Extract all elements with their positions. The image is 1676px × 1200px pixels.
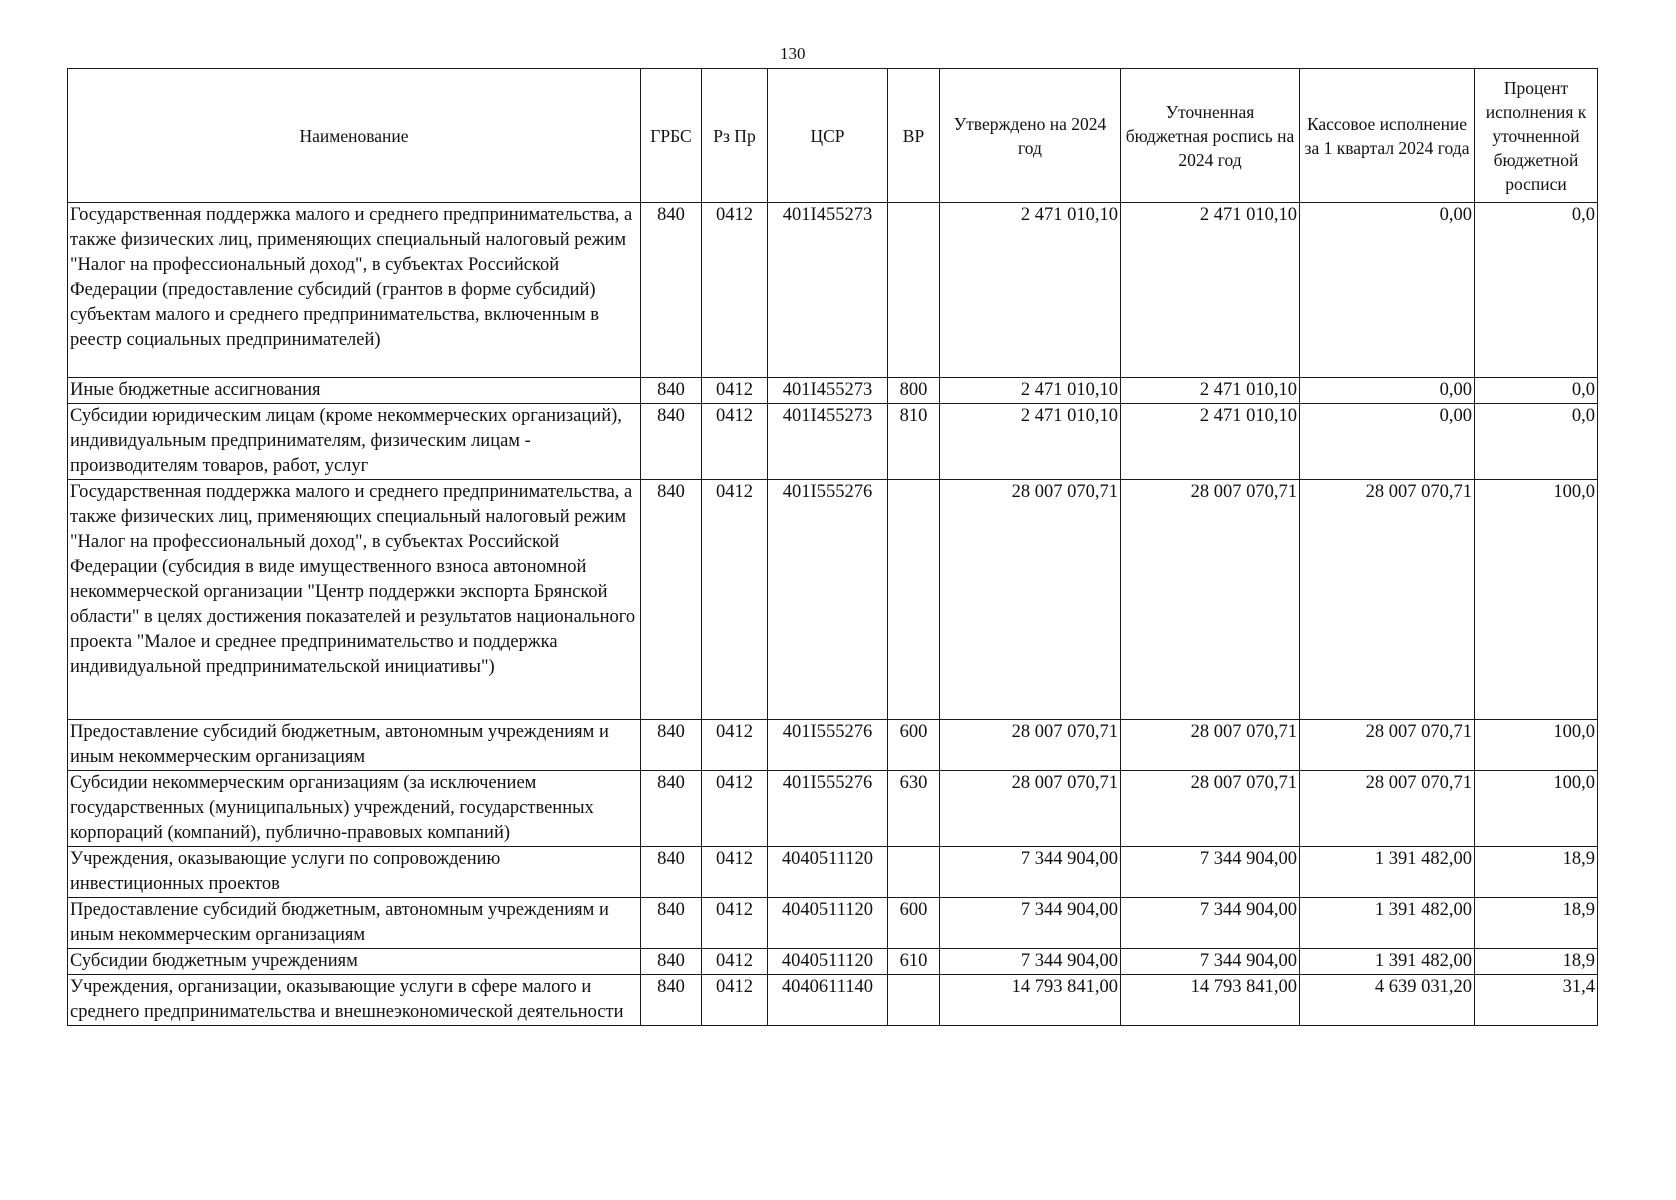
row-approved: 7 344 904,00 [940,949,1121,975]
row-cash: 1 391 482,00 [1300,898,1475,949]
row-approved: 2 471 010,10 [940,404,1121,480]
row-csr: 4040611140 [768,975,888,1026]
page-number: 130 [780,44,806,63]
row-name: Государственная поддержка малого и среднего предпринимательства, а также физических лиц, применяющих специальный налоговый режим "Налог на профессиональный доход", в субъектах Российской Федерации (предоставление субсидий (грантов в форме субсидий) субъектам малого и среднего предпринимательства, включенным в реестр социальных предпринимателей) [68,203,641,378]
table-row [68,378,1598,404]
row-cash: 28 007 070,71 [1300,720,1475,771]
row-percent: 18,9 [1475,847,1598,898]
row-cash: 1 391 482,00 [1300,847,1475,898]
row-approved: 2 471 010,10 [940,203,1121,378]
header-percent: Процент исполнения к уточненной бюджетной росписи [1475,69,1598,203]
row-approved: 7 344 904,00 [940,898,1121,949]
row-refined: 28 007 070,71 [1121,771,1300,847]
row-cash: 1 391 482,00 [1300,949,1475,975]
row-vr: 600 [888,898,940,949]
row-refined: 2 471 010,10 [1121,404,1300,480]
row-approved: 2 471 010,10 [940,378,1121,404]
header-rzpr: Рз Пр [702,69,768,203]
row-name: Государственная поддержка малого и среднего предпринимательства, а также физических лиц, применяющих специальный налоговый режим "Налог на профессиональный доход", в субъектах Российской Федерации (субсидия в виде имущественного взноса автономной некоммерческой организации "Центр поддержки экспорта Брянской области" в целях достижения показателей и результатов национального проекта "Малое и среднее предпринимательство и поддержка индивидуальной предпринимательской инициативы") [68,480,641,720]
row-csr: 4040511120 [768,949,888,975]
row-name: Учреждения, организации, оказывающие услуги в сфере малого и среднего предпринимательства и внешнеэкономической деятельности [68,975,641,1026]
row-refined: 7 344 904,00 [1121,898,1300,949]
row-grbs: 840 [641,949,702,975]
row-csr: 401I455273 [768,378,888,404]
row-csr: 401I555276 [768,480,888,720]
row-name: Субсидии некоммерческим организациям (за исключением государственных (муниципальных) учреждений, государственных корпораций (компаний), публично-правовых компаний) [68,771,641,847]
row-rzpr: 0412 [702,975,768,1026]
row-csr: 4040511120 [768,847,888,898]
row-rzpr: 0412 [702,404,768,480]
header-approved: Утверждено на 2024 год [940,69,1121,203]
row-vr [888,480,940,720]
row-csr: 401I555276 [768,720,888,771]
table-row [68,975,1598,1026]
row-percent: 31,4 [1475,975,1598,1026]
row-refined: 14 793 841,00 [1121,975,1300,1026]
row-approved: 7 344 904,00 [940,847,1121,898]
row-percent: 0,0 [1475,404,1598,480]
row-approved: 14 793 841,00 [940,975,1121,1026]
table-row [68,203,1598,378]
table-row [68,771,1598,847]
row-rzpr: 0412 [702,378,768,404]
row-rzpr: 0412 [702,771,768,847]
row-grbs: 840 [641,898,702,949]
row-vr [888,203,940,378]
budget-table [67,68,1598,1026]
row-grbs: 840 [641,771,702,847]
row-refined: 28 007 070,71 [1121,480,1300,720]
row-name: Предоставление субсидий бюджетным, автономным учреждениям и иным некоммерческим организациям [68,898,641,949]
row-vr: 610 [888,949,940,975]
row-refined: 2 471 010,10 [1121,378,1300,404]
row-cash: 28 007 070,71 [1300,480,1475,720]
row-vr [888,847,940,898]
row-vr [888,975,940,1026]
row-grbs: 840 [641,847,702,898]
row-name: Иные бюджетные ассигнования [68,378,641,404]
row-name: Учреждения, оказывающие услуги по сопровождению инвестиционных проектов [68,847,641,898]
row-percent: 0,0 [1475,203,1598,378]
table-row [68,949,1598,975]
row-refined: 7 344 904,00 [1121,847,1300,898]
table-row [68,898,1598,949]
table-row [68,720,1598,771]
header-grbs: ГРБС [641,69,702,203]
row-vr: 600 [888,720,940,771]
row-csr: 401I555276 [768,771,888,847]
row-refined: 7 344 904,00 [1121,949,1300,975]
row-percent: 18,9 [1475,898,1598,949]
row-cash: 0,00 [1300,404,1475,480]
row-percent: 100,0 [1475,480,1598,720]
header-name: Наименование [68,69,641,203]
row-percent: 0,0 [1475,378,1598,404]
row-grbs: 840 [641,203,702,378]
row-cash: 0,00 [1300,203,1475,378]
header-csr: ЦСР [768,69,888,203]
row-cash: 0,00 [1300,378,1475,404]
row-grbs: 840 [641,378,702,404]
row-cash: 4 639 031,20 [1300,975,1475,1026]
header-cash: Кассовое исполнение за 1 квартал 2024 года [1300,69,1475,203]
row-name: Субсидии юридическим лицам (кроме некоммерческих организаций), индивидуальным предпринимателям, физическим лицам - производителям товаров, работ, услуг [68,404,641,480]
row-rzpr: 0412 [702,203,768,378]
row-rzpr: 0412 [702,949,768,975]
row-grbs: 840 [641,404,702,480]
row-grbs: 840 [641,480,702,720]
header-vr: ВР [888,69,940,203]
header-row [68,69,1598,203]
row-percent: 100,0 [1475,720,1598,771]
row-percent: 100,0 [1475,771,1598,847]
row-approved: 28 007 070,71 [940,771,1121,847]
row-csr: 401I455273 [768,404,888,480]
row-refined: 28 007 070,71 [1121,720,1300,771]
row-rzpr: 0412 [702,847,768,898]
row-vr: 630 [888,771,940,847]
row-approved: 28 007 070,71 [940,480,1121,720]
row-vr: 810 [888,404,940,480]
row-cash: 28 007 070,71 [1300,771,1475,847]
row-name: Предоставление субсидий бюджетным, автономным учреждениям и иным некоммерческим организациям [68,720,641,771]
table-row [68,847,1598,898]
row-grbs: 840 [641,720,702,771]
row-refined: 2 471 010,10 [1121,203,1300,378]
header-refined: Уточненная бюджетная роспись на 2024 год [1121,69,1300,203]
row-percent: 18,9 [1475,949,1598,975]
row-grbs: 840 [641,975,702,1026]
row-name: Субсидии бюджетным учреждениям [68,949,641,975]
row-rzpr: 0412 [702,898,768,949]
row-csr: 4040511120 [768,898,888,949]
row-rzpr: 0412 [702,720,768,771]
row-vr: 800 [888,378,940,404]
table-row [68,404,1598,480]
row-csr: 401I455273 [768,203,888,378]
row-approved: 28 007 070,71 [940,720,1121,771]
table-row [68,480,1598,720]
row-rzpr: 0412 [702,480,768,720]
